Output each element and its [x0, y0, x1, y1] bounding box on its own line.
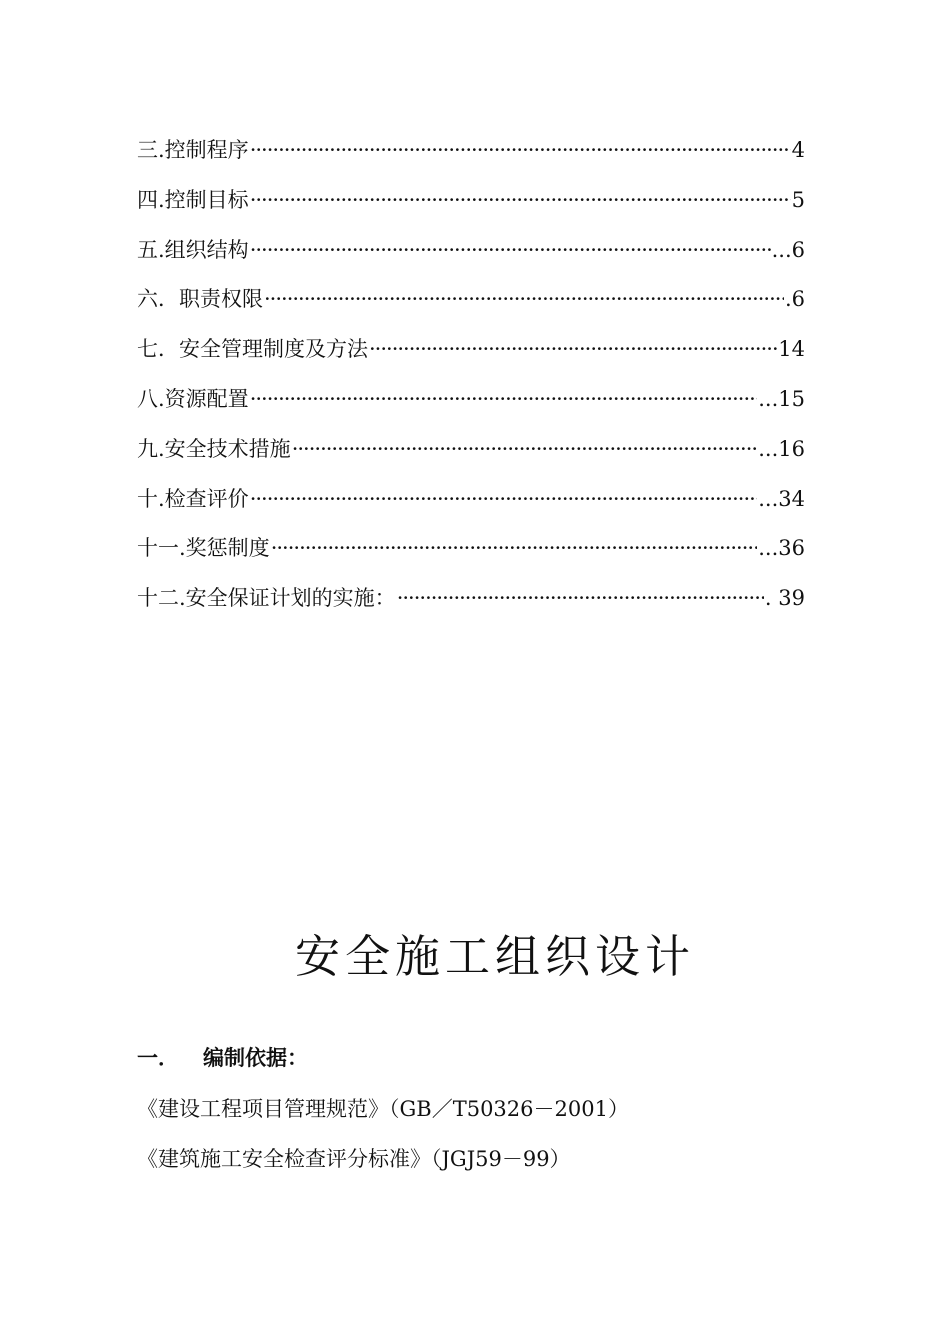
toc-entry-11[interactable] — [137, 532, 805, 582]
section-number: 一． — [137, 1046, 179, 1070]
toc-entry-page: 4 — [791, 138, 805, 162]
toc-leader-dots — [397, 582, 764, 614]
toc-leader-dots — [264, 283, 784, 315]
toc-entry-label: 十.检查评价 — [137, 486, 249, 511]
toc-entry-label: 六．职责权限 — [137, 287, 263, 312]
toc-entry-9[interactable] — [137, 433, 805, 483]
toc-entry-page: ...34 — [758, 486, 805, 511]
toc-entry-page: ...15 — [758, 386, 805, 411]
toc-entry-8[interactable] — [137, 383, 805, 433]
toc-entry-5[interactable] — [137, 234, 805, 284]
toc-entry-label: 八.资源配置 — [137, 386, 249, 411]
toc-leader-dots — [292, 433, 758, 465]
toc-entry-12[interactable] — [137, 582, 805, 632]
toc-entry-page: 14 — [778, 337, 805, 362]
toc-entry-page: ...36 — [758, 536, 805, 561]
toc-leader-dots — [250, 134, 791, 166]
toc-entry-page: ...16 — [758, 436, 805, 461]
toc-entry-3[interactable] — [137, 134, 805, 184]
toc-leader-dots — [271, 532, 758, 564]
toc-entry-page: ...6 — [771, 237, 805, 262]
toc-leader-dots — [369, 333, 777, 365]
toc-entry-label: 三.控制程序 — [137, 138, 249, 162]
toc-entry-label: 十二.安全保证计划的实施： — [137, 586, 396, 611]
toc-leader-dots — [250, 234, 771, 266]
toc-entry-label: 十一.奖惩制度 — [137, 536, 270, 561]
toc-leader-dots — [250, 383, 758, 415]
section-heading — [137, 1042, 308, 1072]
toc-entry-6[interactable] — [137, 283, 805, 333]
toc-leader-dots — [250, 184, 791, 216]
toc-entry-label: 四.控制目标 — [137, 187, 249, 212]
toc-entry-label: 五.组织结构 — [137, 237, 249, 262]
toc-entry-7[interactable] — [137, 333, 805, 383]
toc-entry-label: 七．安全管理制度及方法 — [137, 337, 368, 362]
table-of-contents — [137, 134, 805, 632]
toc-entry-page: . 39 — [764, 586, 805, 611]
section-heading-text: 编制依据： — [203, 1046, 308, 1070]
toc-entry-4[interactable] — [137, 184, 805, 234]
toc-entry-page: 5 — [791, 187, 805, 212]
toc-entry-page: .6 — [784, 287, 805, 312]
toc-leader-dots — [250, 483, 758, 515]
reference-line: 《建设工程项目管理规范》（GB／T50326－2001） — [137, 1097, 629, 1121]
toc-entry-label: 九.安全技术措施 — [137, 436, 291, 461]
reference-line: 《建筑施工安全检查评分标准》（JGJ59－99） — [137, 1147, 571, 1171]
toc-entry-10[interactable] — [137, 483, 805, 533]
document-title: 安全施工组织设计 — [294, 930, 695, 983]
